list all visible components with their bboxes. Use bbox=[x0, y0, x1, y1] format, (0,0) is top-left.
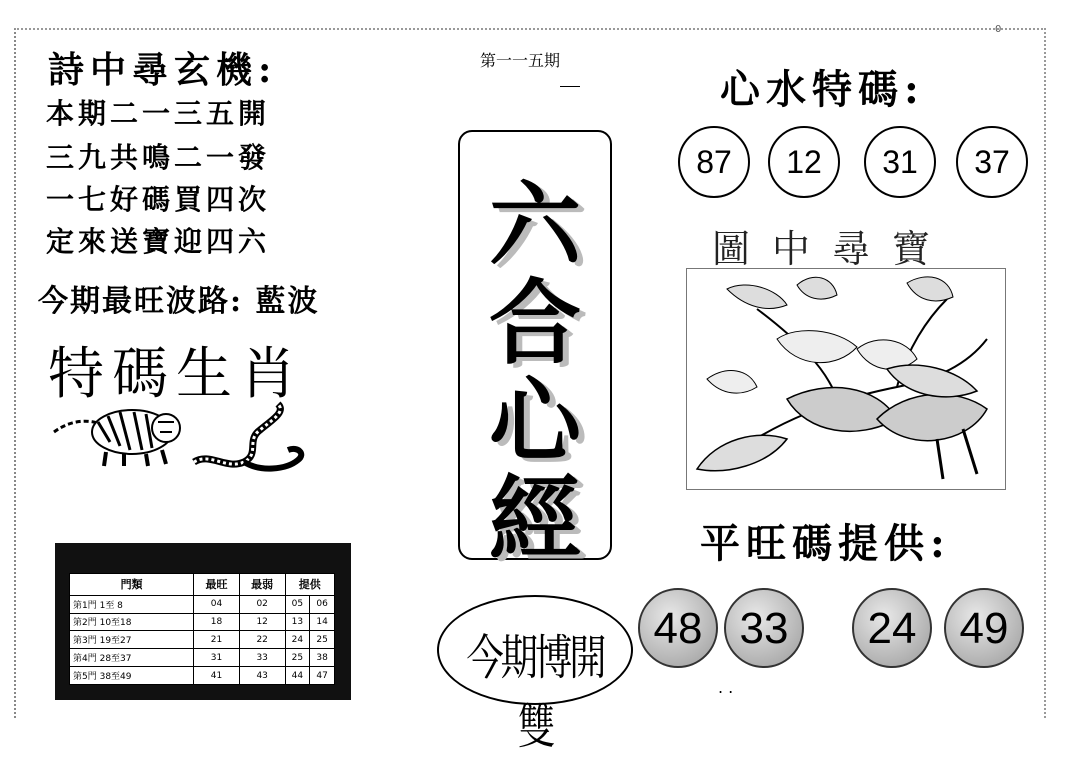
center-title-char: 合 bbox=[488, 269, 581, 377]
table-cell: 22 bbox=[239, 631, 285, 649]
table-cell: 24 bbox=[285, 631, 310, 649]
table-header: 提供 bbox=[285, 574, 334, 596]
table-cell: 47 bbox=[310, 667, 335, 685]
center-title-char: 經 bbox=[488, 465, 581, 573]
table-cell: 02 bbox=[239, 595, 285, 613]
flower-picture bbox=[686, 268, 1006, 490]
number-circle: 37 bbox=[956, 126, 1028, 198]
table-row bbox=[70, 631, 335, 649]
provider-title: 平旺碼提供: bbox=[700, 520, 951, 567]
table-row bbox=[70, 667, 335, 685]
table-cell: 04 bbox=[194, 595, 240, 613]
door-table-frame bbox=[55, 543, 351, 700]
poem-line: 定來送寶迎四六 bbox=[46, 225, 271, 258]
wave-line: 今期最旺波路: 藍波 bbox=[38, 284, 320, 319]
poem-line: 本期二一三五開 bbox=[46, 97, 271, 130]
oval-badge bbox=[437, 595, 633, 755]
zodiac-title: 特碼生肖 bbox=[48, 342, 304, 407]
picture-title: 圖中尋寶 bbox=[712, 227, 953, 271]
number-circle: 12 bbox=[768, 126, 840, 198]
table-header: 最弱 bbox=[239, 574, 285, 596]
flower-illustration bbox=[687, 269, 1005, 489]
table-row bbox=[70, 613, 335, 631]
poem-title: 詩中尋玄機: bbox=[48, 49, 278, 91]
table-cell: 44 bbox=[285, 667, 310, 685]
table-cell: 第4門 28至37 bbox=[70, 649, 194, 667]
number-circle: 31 bbox=[864, 126, 936, 198]
table-cell: 31 bbox=[194, 649, 240, 667]
number-ball: 33 bbox=[724, 588, 804, 668]
table-cell: 25 bbox=[310, 631, 335, 649]
table-cell: 06 bbox=[310, 595, 335, 613]
table-cell: 13 bbox=[285, 613, 310, 631]
tiger-illustration bbox=[50, 398, 190, 468]
table-cell: 33 bbox=[239, 649, 285, 667]
table-cell: 38 bbox=[310, 649, 335, 667]
divider bbox=[560, 86, 580, 87]
table-cell: 12 bbox=[239, 613, 285, 631]
table-cell: 第1門 1至 8 bbox=[70, 595, 194, 613]
center-title-frame bbox=[458, 130, 612, 573]
poem-line: 一七好碼買四次 bbox=[46, 183, 271, 216]
dots: . . bbox=[718, 678, 734, 697]
table-header: 門類 bbox=[70, 574, 194, 596]
heart-title: 心水特碼: bbox=[720, 66, 925, 113]
center-title-char: 六 bbox=[488, 171, 581, 279]
poem-line: 三九共鳴二一發 bbox=[46, 141, 271, 174]
number-ball: 48 bbox=[638, 588, 718, 668]
table-cell: 21 bbox=[194, 631, 240, 649]
oval-text: 今期博開雙 bbox=[466, 630, 604, 755]
table-cell: 14 bbox=[310, 613, 335, 631]
table-cell: 18 bbox=[194, 613, 240, 631]
center-title-char: 心 bbox=[488, 367, 581, 475]
table-row bbox=[70, 595, 335, 613]
table-row bbox=[70, 649, 335, 667]
table-cell: 第3門 19至27 bbox=[70, 631, 194, 649]
table-cell: 41 bbox=[194, 667, 240, 685]
snake-illustration bbox=[190, 400, 310, 480]
issue-number: 第一一五期 bbox=[480, 51, 561, 70]
table-header: 最旺 bbox=[194, 574, 240, 596]
table-cell: 第2門 10至18 bbox=[70, 613, 194, 631]
door-table bbox=[69, 573, 335, 685]
number-circle: 87 bbox=[678, 126, 750, 198]
page-number: 0 bbox=[995, 24, 1002, 35]
table-cell: 25 bbox=[285, 649, 310, 667]
number-ball: 24 bbox=[852, 588, 932, 668]
number-ball: 49 bbox=[944, 588, 1024, 668]
table-cell: 第5門 38至49 bbox=[70, 667, 194, 685]
table-cell: 43 bbox=[239, 667, 285, 685]
table-cell: 05 bbox=[285, 595, 310, 613]
